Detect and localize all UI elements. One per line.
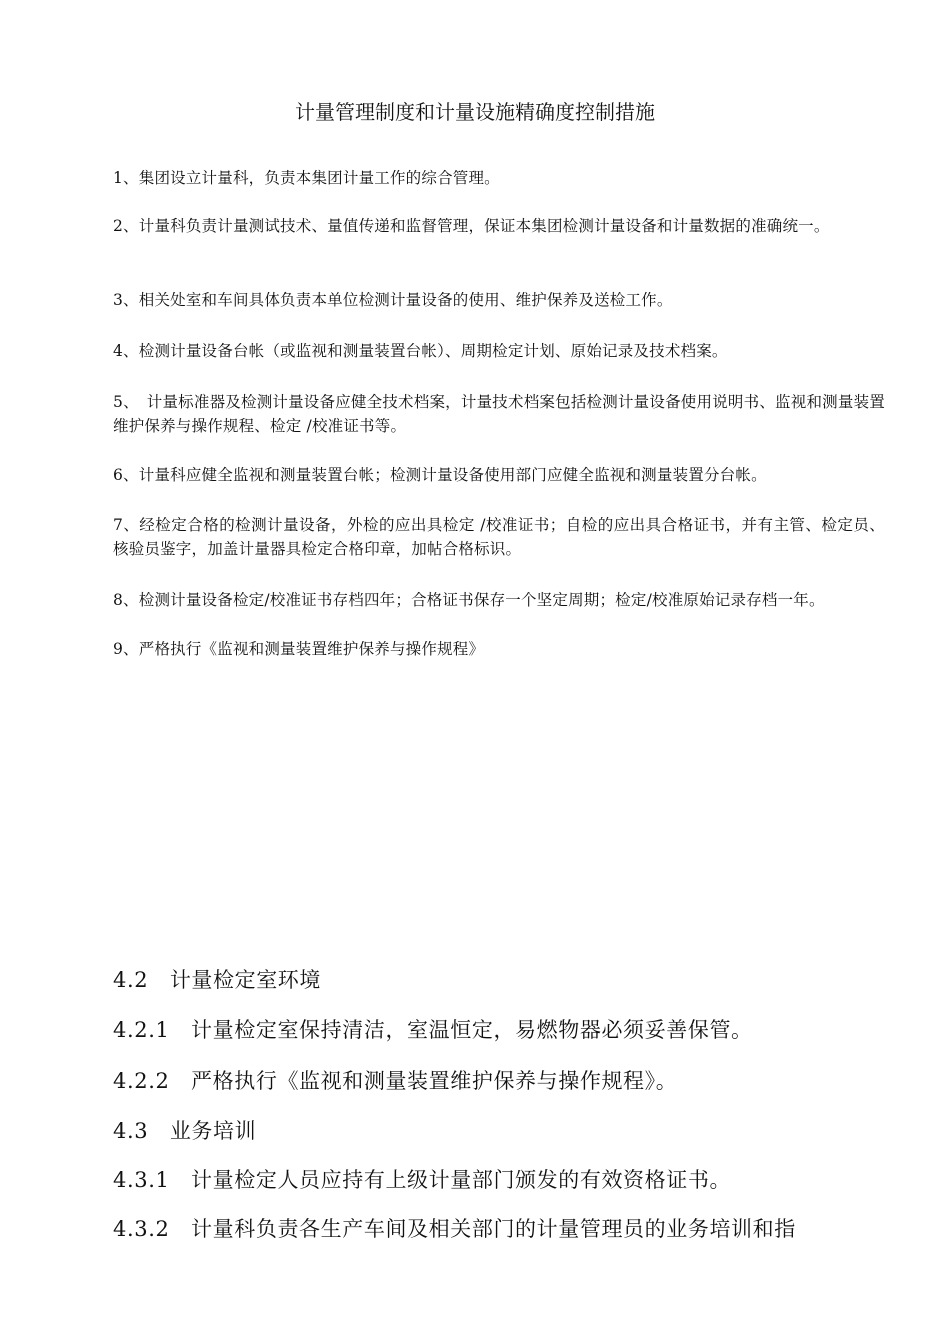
section-text: 计量科负责各生产车间及相关部门的计量管理员的业务培训和指 <box>191 1217 796 1241</box>
clause-5: 5、 计量标准器及检测计量设备应健全技术档案，计量技术档案包括检测计量设备使用说明书、监视和测量装置维护保养与操作规程、检定 /校准证书等。 <box>113 393 885 435</box>
section-number: 4.3.2 <box>113 1217 170 1241</box>
section-4-2-1 <box>113 1015 893 1045</box>
section-4-2 <box>113 965 893 995</box>
section-4-3 <box>113 1116 893 1146</box>
clause-6: 6、计量科应健全监视和测量装置台帐；检测计量设备使用部门应健全监视和测量装置分台帐。 <box>113 466 767 484</box>
clause-7: 7、经检定合格的检测计量设备，外检的应出具检定 /校准证书；自检的应出具合格证书，并有主管、检定员、核验员鉴字，加盖计量器具检定合格印章，加帖合格标识。 <box>113 516 885 558</box>
section-text: 计量检定室保持清洁，室温恒定，易燃物器必须妥善保管。 <box>191 1018 753 1042</box>
section-number: 4.3.1 <box>113 1168 170 1192</box>
section-text: 计量检定人员应持有上级计量部门颁发的有效资格证书。 <box>191 1168 732 1192</box>
document-title: 计量管理制度和计量设施精确度控制措施 <box>295 100 655 124</box>
section-number: 4.2.1 <box>113 1018 170 1042</box>
section-text: 计量检定室环境 <box>169 968 322 992</box>
clause-2: 2、计量科负责计量测试技术、量值传递和监督管理，保证本集团检测计量设备和计量数据的准确统一。 <box>113 217 830 235</box>
clause-1: 1、集团设立计量科，负责本集团计量工作的综合管理。 <box>113 169 500 187</box>
section-number: 4.2 <box>113 968 149 992</box>
section-text: 严格执行《监视和测量装置维护保养与操作规程》。 <box>191 1069 678 1093</box>
section-number: 4.2.2 <box>113 1069 170 1093</box>
section-number: 4.3 <box>113 1119 149 1143</box>
section-text: 业务培训 <box>169 1119 257 1143</box>
section-4-3-1 <box>113 1165 893 1195</box>
clause-3: 3、相关处室和车间具体负责本单位检测计量设备的使用、维护保养及送检工作。 <box>113 291 673 309</box>
section-4-2-2 <box>113 1066 893 1096</box>
clause-9: 9、严格执行《监视和测量装置维护保养与操作规程》 <box>113 640 485 658</box>
clause-4: 4、检测计量设备台帐（或监视和测量装置台帐）、周期检定计划、原始记录及技术档案。 <box>113 342 728 360</box>
section-4-3-2 <box>113 1214 893 1244</box>
clause-8: 8、检测计量设备检定/校准证书存档四年；合格证书保存一个坚定周期；检定/校准原始记录存档一年。 <box>113 591 825 609</box>
